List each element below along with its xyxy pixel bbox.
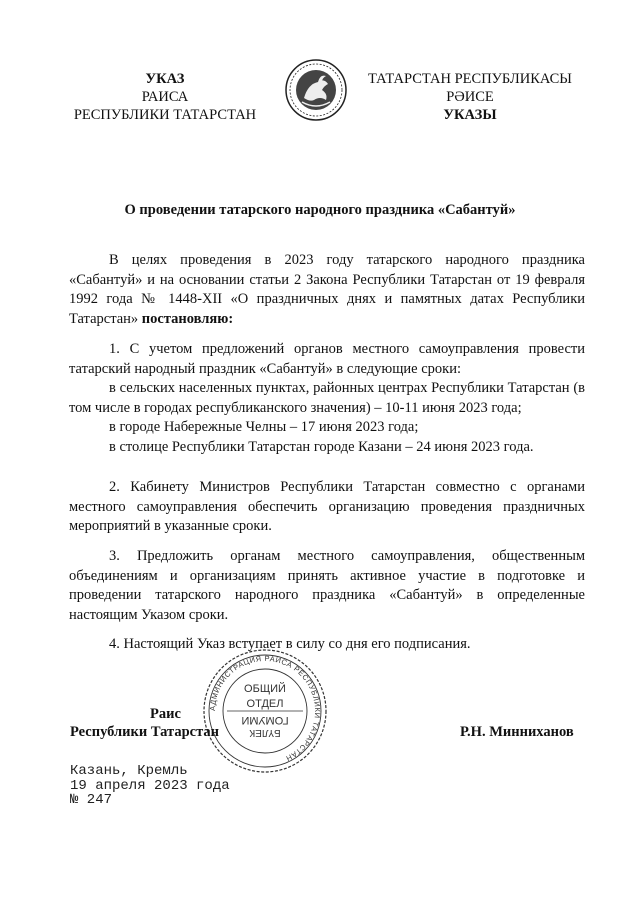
stamp-line3: БҮЛЕК: [249, 727, 281, 738]
header-right-line2: РӘИСЕ: [446, 89, 494, 105]
item-1-c: в столице Республики Татарстан городе Казани – 24 июня 2023 года.: [109, 438, 534, 455]
document-title: О проведении татарского народного праздника «Сабантуй»: [124, 202, 516, 218]
stamp-line2: ОТДЕЛ: [246, 698, 284, 710]
header-left-line2: РАИСА: [141, 89, 189, 105]
preamble: [69, 251, 585, 329]
item-2: [69, 478, 585, 537]
decree-word: постановляю:: [141, 310, 234, 327]
header-right-line1: ТАТАРСТАН РЕСПУБЛИКАСЫ: [368, 71, 572, 87]
stamp-line1: ОБЩИЙ: [244, 683, 286, 695]
footer-place: Казань, Кремль: [70, 763, 188, 779]
header-left-line3: РЕСПУБЛИКИ ТАТАРСТАН: [73, 107, 257, 123]
preamble-text: В целях проведения в 2023 году татарского народного праздника «Сабантуй» и на основании статьи 2 Закона Республики Татарстан от 19 февраля 1992 года № 1448-XII «О праздничных днях и памятных датах Республики Татарстан»: [69, 252, 585, 327]
official-stamp: [201, 647, 329, 775]
stamp-line4: ГОМУМИ: [241, 714, 289, 726]
footer-date: 19 апреля 2023 года: [70, 777, 230, 794]
header-right: [365, 70, 575, 124]
stamp-ring-text: АДМИНИСТРАЦИЯ РАИСА РЕСПУБЛИКИ ТАТАРСТАН: [207, 653, 323, 764]
item-3: [69, 547, 585, 625]
signature-position-line1: Раис: [150, 706, 181, 722]
item-1-intro: 1. С учетом предложений органов местного самоуправления провести татарский народный праздник «Сабантуй» в следующие сроки:: [69, 341, 585, 377]
header-left: [70, 70, 260, 124]
footer-number: № 247: [70, 792, 113, 808]
item-1: [69, 340, 585, 457]
item-1-b: в городе Набережные Челны – 17 июня 2023 года;: [109, 419, 419, 435]
footer: [70, 764, 230, 808]
item-3-text: 3. Предложить органам местного самоуправления, общественным объединениям и организациям принять активное участие в подготовке и проведении татарского народного праздника «Сабантуй» в определенные настоящим Указом сроки.: [69, 548, 585, 623]
header-left-line1: УКАЗ: [145, 71, 185, 87]
item-1-a: в сельских населенных пунктах, районных центрах Республики Татарстан (в том числе в городах республиканского значения) – 10-11 июня 2023 года;: [69, 380, 585, 416]
signature-name: Р.Н. Минниханов: [460, 724, 574, 740]
item-2-text: 2. Кабинету Министров Республики Татарстан совместно с органами местного самоуправления обеспечить организацию проведения праздничных мероприятий в указанные сроки.: [69, 479, 585, 534]
header-right-line3: УКАЗЫ: [443, 107, 497, 123]
tatarstan-coat-of-arms-icon: [284, 58, 348, 122]
item-4-text: 4. Настоящий Указ вступает в силу со дня его подписания.: [109, 636, 471, 652]
signature-position-line2: Республики Татарстан: [70, 724, 219, 740]
